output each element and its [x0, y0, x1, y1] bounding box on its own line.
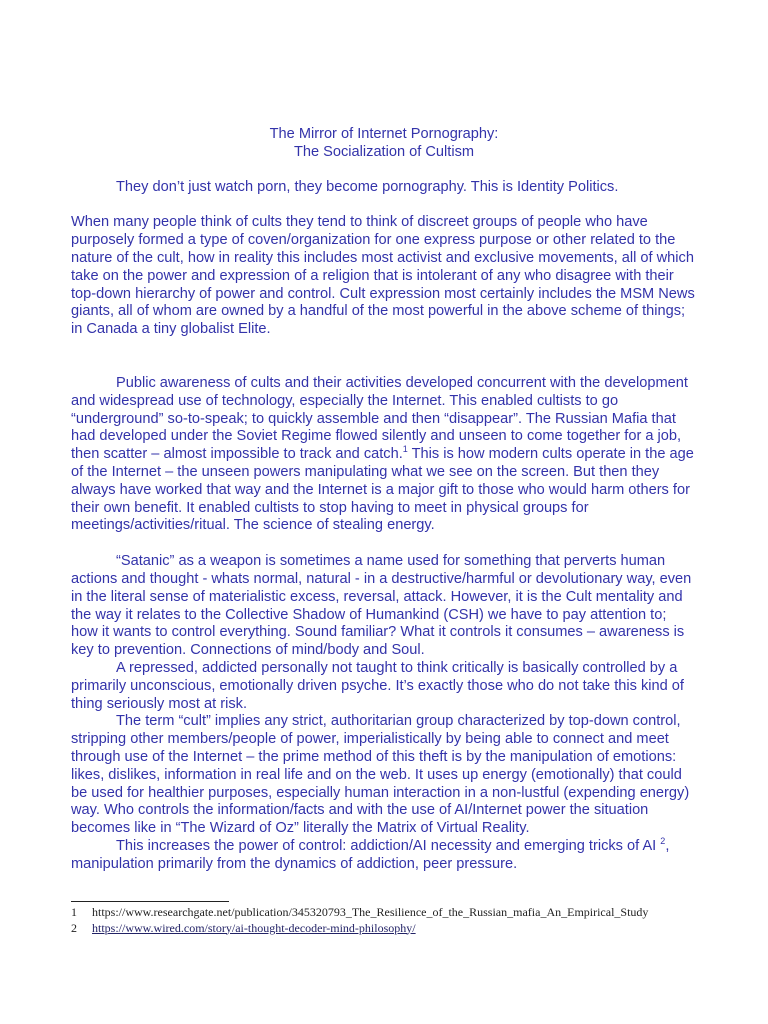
- paragraph-repressed: A repressed, addicted personally not taught to think critically is basically controlled by a primarily unconscious, emotionally driven psyche. It’s exactly those who do not take this kind of thing seriously most at risk.: [71, 659, 684, 712]
- footnote-2: [71, 921, 697, 937]
- paragraph-satanic: “Satanic” as a weapon is sometimes a name used for something that perverts human actions and thought - whats normal, natural - in a destructive/harmful or devolutionary way, even in the literal sense of materialistic excess, reversal, attack. However, it is the Cult mentality and the way it relates to the Collective Shadow of Humankind (CSH) we have to pay attention to; how it wants to control everything. Sound familiar? What it controls it consumes – awareness is key to prevention. Connections of mind/body and Soul.: [71, 553, 692, 659]
- intro-paragraph: When many people think of cults they tend to think of discreet groups of people who have purposely formed a type of coven/organization for one express purpose or other related to the nature of the cult, how in reality this includes most activist and exclusive movements, all of which take on the power and expression of a religion that is intolerant of any who disagree with their top-down hierarchy of power and control. Cult expression most certainly includes the MSM News giants, all of whom are owned by a handful of the most powerful in the above scheme of things; in Canada a tiny globalist Elite.: [71, 214, 695, 338]
- footnote-reference-2[interactable]: 2: [660, 835, 666, 846]
- paragraph-control: [71, 835, 697, 874]
- title-line-1: The Mirror of Internet Pornography:: [269, 126, 499, 142]
- footnote-number: 1: [71, 905, 77, 919]
- footnotes-section: [71, 901, 697, 936]
- paragraph-text: , manipulation primarily from the dynamics of addiction, peer pressure.: [71, 837, 670, 872]
- paragraph-text: This increases the power of control: addiction/AI necessity and emerging tricks of AI: [116, 837, 661, 854]
- footnote-reference-1[interactable]: 1: [402, 444, 408, 455]
- title-line-2: The Socialization of Cultism: [293, 143, 475, 160]
- paragraph-public-awareness: [71, 375, 697, 535]
- footnote-number: 2: [71, 920, 77, 935]
- footnote-separator: [71, 901, 229, 902]
- page-title: [71, 126, 697, 162]
- footnote-link[interactable]: https://www.wired.com/story/ai-thought-decoder-mind-philosophy/: [92, 920, 416, 935]
- footnote-text: https://www.researchgate.net/publication/345320793_The_Resilience_of_the_Russian_mafia_An_Empirical_Study: [92, 905, 649, 919]
- footnote-1: [71, 905, 697, 921]
- paragraph-text: Public awareness of cults and their activities developed concurrent with the development and widespread use of technology, especially the Internet. This enabled cultists to go “underground” so-to-speak; to quickly assemble and then “disappear”. The Russian Mafia that had developed under the Soviet Regime flowed silently and unseen to come together for a job, then scatter – almost impossible to track and catch.: [71, 374, 688, 463]
- paragraph-term-cult: The term “cult” implies any strict, authoritarian group characterized by top-down control, stripping other members/people of power, imperialistically by being able to connect and meet through use of the Internet – the prime method of this theft is by the manipulation of emotions: likes, dislikes, information in real life and on the web. It uses up energy (emotionally) that could be used for healthier purposes, especially human interaction in a non-lustful (expending energy) way. Who controls the information/facts and with the use of AI/Internet power the situation becomes like in “The Wizard of Oz” literally the Matrix of Virtual Reality.: [71, 713, 690, 837]
- tagline: They don’t just watch porn, they become pornography. This is Identity Politics.: [116, 178, 619, 195]
- paragraph-text: This is how modern cults operate in the age of the Internet – the unseen powers manipulating what we see on the screen. But then they always have worked that way and the Internet is a major gift to those who would harm others for their own benefit. It enabled cultists to stop having to meet in physical groups for meetings/activities/ritual. The science of stealing energy.: [71, 446, 694, 534]
- document-body: [71, 126, 697, 873]
